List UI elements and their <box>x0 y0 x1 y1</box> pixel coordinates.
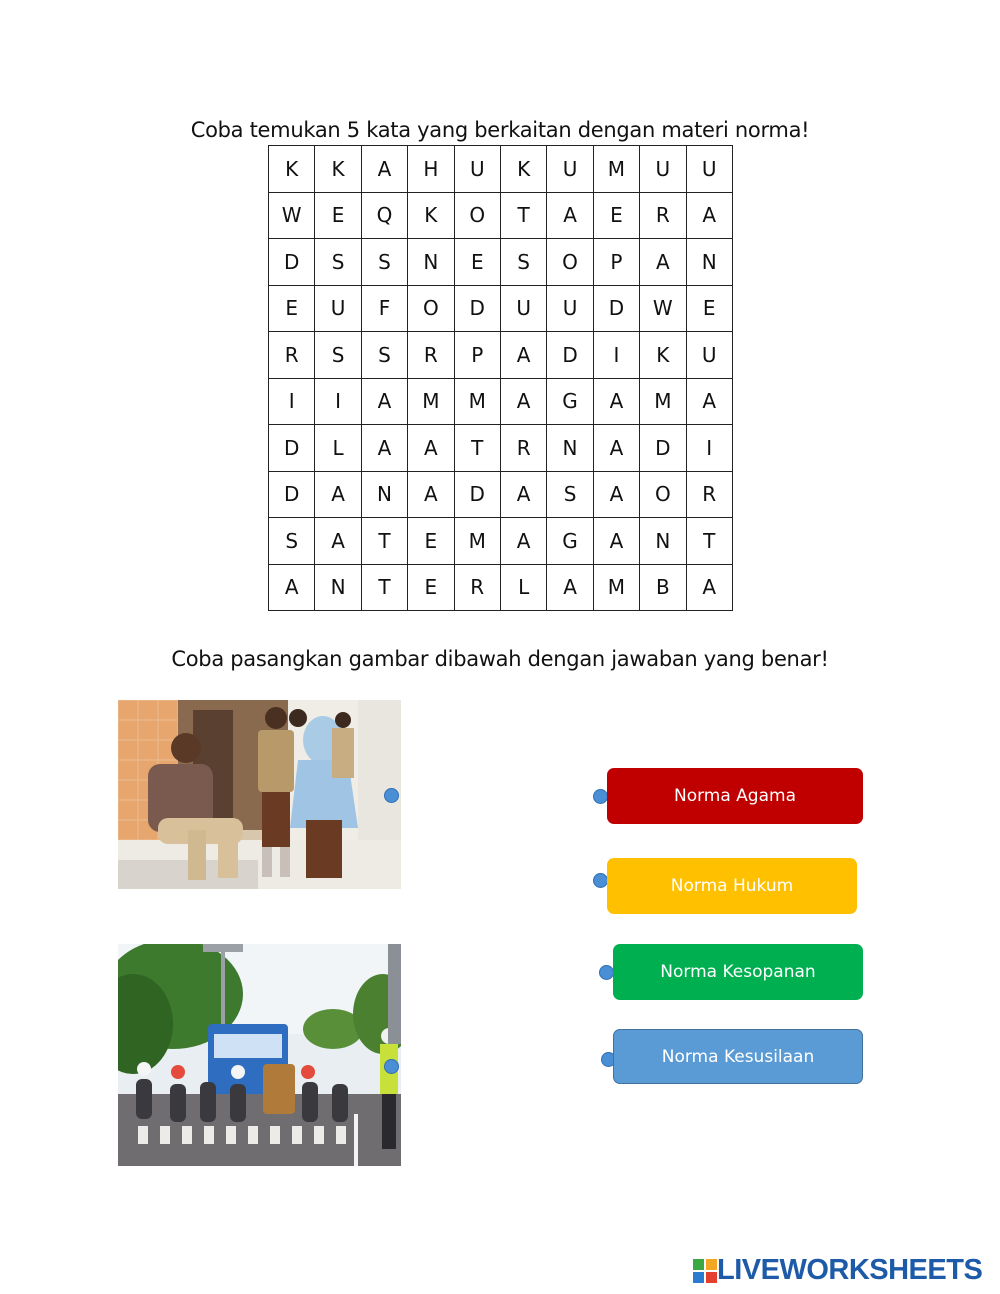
grid-cell[interactable]: R <box>269 332 315 379</box>
grid-cell[interactable]: U <box>500 285 546 332</box>
grid-cell[interactable]: O <box>454 192 500 239</box>
grid-cell[interactable]: M <box>454 378 500 425</box>
grid-cell[interactable]: E <box>269 285 315 332</box>
grid-cell[interactable]: L <box>500 564 546 611</box>
grid-cell[interactable]: U <box>547 146 593 193</box>
grid-cell[interactable]: M <box>593 146 639 193</box>
grid-cell[interactable]: S <box>269 518 315 565</box>
grid-cell[interactable]: A <box>315 518 361 565</box>
grid-cell[interactable]: D <box>454 285 500 332</box>
grid-cell[interactable]: A <box>408 471 454 518</box>
grid-cell[interactable]: P <box>454 332 500 379</box>
grid-cell[interactable]: A <box>361 146 407 193</box>
grid-cell[interactable]: K <box>315 146 361 193</box>
brand-name: LIVEWORKSHEETS <box>717 1254 983 1286</box>
grid-cell[interactable]: N <box>547 425 593 472</box>
grid-cell[interactable]: U <box>454 146 500 193</box>
grid-cell[interactable]: A <box>640 239 686 286</box>
grid-cell[interactable]: T <box>361 518 407 565</box>
grid-row <box>269 378 733 425</box>
grid-cell[interactable]: M <box>454 518 500 565</box>
grid-cell[interactable]: K <box>500 146 546 193</box>
grid-cell[interactable]: A <box>547 564 593 611</box>
grid-cell[interactable]: A <box>500 332 546 379</box>
liveworksheets-logo-icon <box>693 1259 717 1283</box>
grid-cell[interactable]: I <box>593 332 639 379</box>
grid-cell[interactable]: D <box>547 332 593 379</box>
traffic-intersection-photo <box>118 944 401 1166</box>
grid-cell[interactable]: A <box>686 378 732 425</box>
grid-cell[interactable]: E <box>408 518 454 565</box>
grid-cell[interactable]: B <box>640 564 686 611</box>
grid-cell[interactable]: E <box>408 564 454 611</box>
matching-instruction: Coba pasangkan gambar dibawah dengan jawaban yang benar! <box>171 647 829 671</box>
grid-cell[interactable]: M <box>593 564 639 611</box>
grid-cell[interactable]: N <box>686 239 732 286</box>
grid-cell[interactable]: S <box>361 332 407 379</box>
grid-row <box>269 471 733 518</box>
word-search-grid <box>268 145 733 611</box>
word-search-instruction: Coba temukan 5 kata yang berkaitan dengan materi norma! <box>190 118 810 142</box>
grid-cell[interactable]: A <box>593 518 639 565</box>
grid-cell[interactable]: T <box>361 564 407 611</box>
grid-cell[interactable]: A <box>686 564 732 611</box>
answer-label: Norma Agama <box>673 786 796 806</box>
answer-label: Norma Kesopanan <box>660 962 816 982</box>
grid-cell[interactable]: K <box>408 192 454 239</box>
grid-cell[interactable]: Q <box>361 192 407 239</box>
grid-cell[interactable]: U <box>640 146 686 193</box>
grid-cell[interactable]: U <box>547 285 593 332</box>
grid-cell[interactable]: G <box>547 518 593 565</box>
grid-cell[interactable]: W <box>269 192 315 239</box>
grid-cell[interactable]: D <box>269 239 315 286</box>
grid-cell[interactable]: S <box>361 239 407 286</box>
grid-cell[interactable]: N <box>408 239 454 286</box>
grid-cell[interactable]: A <box>361 425 407 472</box>
grid-row <box>269 239 733 286</box>
grid-cell[interactable]: N <box>361 471 407 518</box>
grid-cell[interactable]: A <box>686 192 732 239</box>
grid-cell[interactable]: T <box>454 425 500 472</box>
grid-cell[interactable]: U <box>315 285 361 332</box>
answer2-connector-dot[interactable] <box>593 873 608 888</box>
grid-cell[interactable]: P <box>593 239 639 286</box>
grid-cell[interactable]: A <box>361 378 407 425</box>
grid-cell[interactable]: N <box>315 564 361 611</box>
grid-cell[interactable]: A <box>315 471 361 518</box>
grid-cell[interactable]: D <box>454 471 500 518</box>
photo2-connector-dot[interactable] <box>384 1059 399 1074</box>
grid-cell[interactable]: S <box>547 471 593 518</box>
grid-cell[interactable]: A <box>500 471 546 518</box>
grid-cell[interactable]: O <box>547 239 593 286</box>
answer3-connector-dot[interactable] <box>599 965 614 980</box>
grid-cell[interactable]: K <box>269 146 315 193</box>
grid-cell[interactable]: A <box>547 192 593 239</box>
answer1-connector-dot[interactable] <box>593 789 608 804</box>
grid-cell[interactable]: M <box>408 378 454 425</box>
grid-cell[interactable]: I <box>315 378 361 425</box>
grid-cell[interactable]: M <box>640 378 686 425</box>
grid-cell[interactable]: A <box>593 425 639 472</box>
grid-cell[interactable]: R <box>408 332 454 379</box>
grid-cell[interactable]: K <box>640 332 686 379</box>
grid-cell[interactable]: H <box>408 146 454 193</box>
grid-cell[interactable]: T <box>686 518 732 565</box>
grid-cell[interactable]: O <box>640 471 686 518</box>
grid-cell[interactable]: S <box>500 239 546 286</box>
grid-cell[interactable]: T <box>500 192 546 239</box>
grid-cell[interactable]: D <box>593 285 639 332</box>
students-greeting-photo <box>118 700 401 889</box>
grid-cell[interactable]: E <box>593 192 639 239</box>
grid-cell[interactable]: R <box>454 564 500 611</box>
grid-cell[interactable]: D <box>269 471 315 518</box>
grid-row <box>269 192 733 239</box>
grid-cell[interactable]: R <box>686 471 732 518</box>
grid-cell[interactable]: F <box>361 285 407 332</box>
grid-cell[interactable]: E <box>686 285 732 332</box>
grid-cell[interactable]: R <box>500 425 546 472</box>
grid-row <box>269 285 733 332</box>
grid-cell[interactable]: W <box>640 285 686 332</box>
grid-cell[interactable]: I <box>269 378 315 425</box>
grid-cell[interactable]: G <box>547 378 593 425</box>
grid-cell[interactable]: R <box>640 192 686 239</box>
grid-row <box>269 425 733 472</box>
grid-cell[interactable]: I <box>686 425 732 472</box>
grid-cell[interactable]: A <box>269 564 315 611</box>
grid-cell[interactable]: N <box>640 518 686 565</box>
grid-cell[interactable]: A <box>500 518 546 565</box>
grid-cell[interactable]: S <box>315 332 361 379</box>
grid-row <box>269 564 733 611</box>
grid-cell[interactable]: A <box>593 378 639 425</box>
grid-row <box>269 518 733 565</box>
grid-cell[interactable]: O <box>408 285 454 332</box>
answer-norma-agama[interactable] <box>607 768 863 824</box>
answer-label: Norma Hukum <box>670 876 794 896</box>
answer-norma-kesopanan[interactable] <box>613 944 863 1000</box>
grid-cell[interactable]: U <box>686 146 732 193</box>
grid-cell[interactable]: S <box>315 239 361 286</box>
answer-norma-kesusilaan[interactable] <box>613 1029 863 1084</box>
photo1-connector-dot[interactable] <box>384 788 399 803</box>
grid-cell[interactable]: A <box>408 425 454 472</box>
grid-cell[interactable]: L <box>315 425 361 472</box>
liveworksheets-logo <box>693 1254 982 1287</box>
answer-label: Norma Kesusilaan <box>661 1046 815 1067</box>
grid-row <box>269 332 733 379</box>
grid-cell[interactable]: D <box>640 425 686 472</box>
grid-cell[interactable]: E <box>315 192 361 239</box>
grid-cell[interactable]: A <box>593 471 639 518</box>
grid-cell[interactable]: E <box>454 239 500 286</box>
grid-cell[interactable]: A <box>500 378 546 425</box>
answer-norma-hukum[interactable] <box>607 858 857 914</box>
grid-cell[interactable]: U <box>686 332 732 379</box>
grid-cell[interactable]: D <box>269 425 315 472</box>
grid-row <box>269 146 733 193</box>
